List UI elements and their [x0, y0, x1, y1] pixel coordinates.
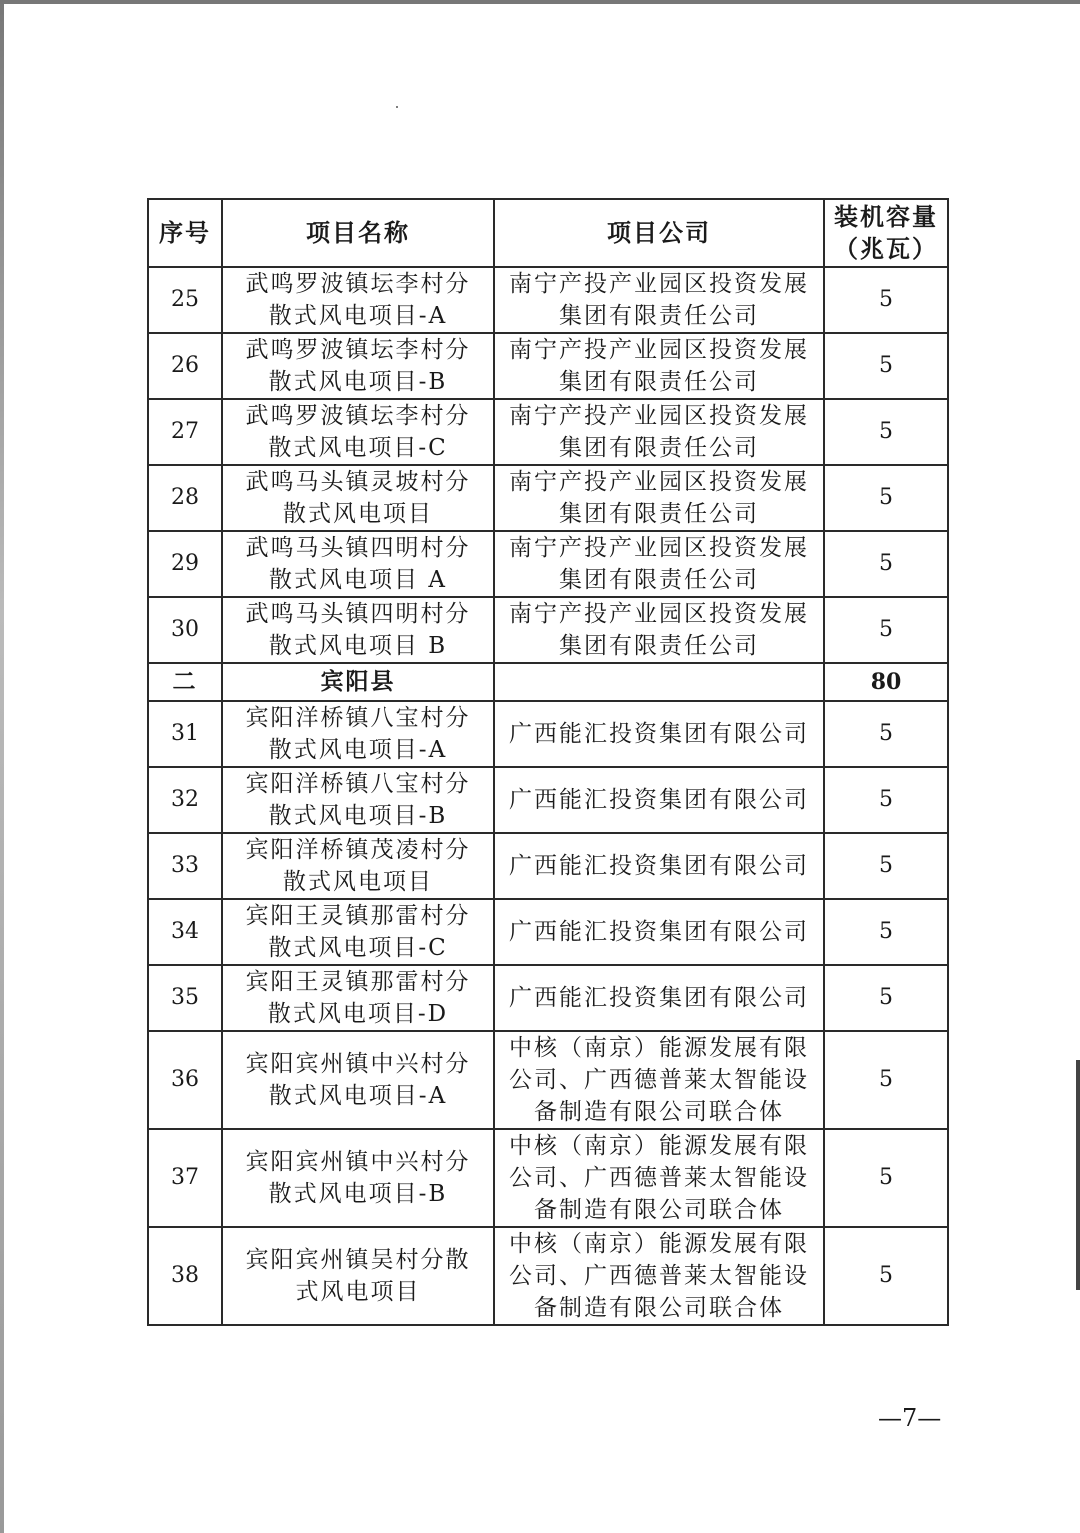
- row-project-name-line1: 武鸣罗波镇坛李村分: [245, 337, 471, 363]
- row-project-name: [222, 833, 494, 899]
- scan-edge-left: [0, 0, 4, 1533]
- header-capacity-line2: （兆瓦）: [834, 234, 938, 263]
- row-company-line1: 南宁产投产业园区投资发展: [509, 271, 809, 297]
- row-capacity-line1: 5: [879, 287, 893, 312]
- row-company-line3: 备制造有限公司联合体: [534, 1295, 784, 1321]
- row-project-name: [222, 531, 494, 597]
- row-project-name: [222, 965, 494, 1031]
- table-row: [148, 267, 948, 333]
- row-company: [494, 767, 824, 833]
- row-index: [148, 399, 222, 465]
- row-company: [494, 1129, 824, 1227]
- row-company-line1: 南宁产投产业园区投资发展: [509, 601, 809, 627]
- row-company-line1: 广西能汇投资集团有限公司: [509, 919, 809, 945]
- section-company: [494, 663, 824, 701]
- row-capacity: [824, 399, 948, 465]
- row-project-name-line1: 武鸣马头镇四明村分: [245, 601, 471, 627]
- table-row: [148, 399, 948, 465]
- row-company-line1: 中核（南京）能源发展有限: [509, 1035, 809, 1061]
- row-project-name-line2: 散式风电项目-D: [267, 1001, 449, 1027]
- table-row: [148, 531, 948, 597]
- row-index: [148, 701, 222, 767]
- row-company-line1: 广西能汇投资集团有限公司: [509, 721, 809, 747]
- table-row: [148, 833, 948, 899]
- row-index: [148, 267, 222, 333]
- row-company-line1: 南宁产投产业园区投资发展: [509, 403, 809, 429]
- row-capacity-line1: 5: [879, 419, 893, 444]
- row-index-line1: 30: [171, 617, 199, 642]
- row-index-line1: 26: [171, 353, 199, 378]
- table-row: [148, 1031, 948, 1129]
- row-index-line1: 31: [171, 721, 199, 746]
- table-row: [148, 597, 948, 663]
- row-project-name-line1: 宾阳王灵镇那雷村分: [245, 969, 471, 995]
- row-capacity-line1: 5: [879, 617, 893, 642]
- row-index-line1: 28: [171, 485, 199, 510]
- project-table: [147, 198, 949, 1326]
- table-row: [148, 333, 948, 399]
- row-capacity: [824, 1129, 948, 1227]
- row-company-line2: 集团有限责任公司: [559, 303, 759, 329]
- row-project-name-line1: 宾阳宾州镇中兴村分: [245, 1149, 471, 1175]
- row-company-line2: 集团有限责任公司: [559, 435, 759, 461]
- table-row: [148, 767, 948, 833]
- row-project-name-line2: 式风电项目: [295, 1279, 421, 1305]
- row-company-line1: 南宁产投产业园区投资发展: [509, 469, 809, 495]
- row-company: [494, 1031, 824, 1129]
- section-index: [148, 663, 222, 701]
- row-capacity: [824, 531, 948, 597]
- table-row: [148, 465, 948, 531]
- section-capacity: [824, 663, 948, 701]
- row-project-name: [222, 465, 494, 531]
- row-project-name-line2: 散式风电项目-A: [268, 303, 448, 329]
- row-company: [494, 465, 824, 531]
- row-company: [494, 531, 824, 597]
- row-index: [148, 1031, 222, 1129]
- row-index: [148, 333, 222, 399]
- row-company: [494, 965, 824, 1031]
- row-index-line1: 33: [171, 853, 199, 878]
- row-capacity-line1: 5: [879, 485, 893, 510]
- row-capacity-line1: 5: [879, 1165, 893, 1190]
- row-index-line1: 27: [171, 419, 199, 444]
- row-index: [148, 1129, 222, 1227]
- header-capacity-line1: 装机容量: [834, 202, 938, 231]
- row-project-name-line1: 武鸣马头镇四明村分: [245, 535, 471, 561]
- row-project-name: [222, 701, 494, 767]
- table-row: [148, 965, 948, 1031]
- row-project-name-line1: 武鸣马头镇灵坡村分: [245, 469, 471, 495]
- row-index-line1: 25: [171, 287, 199, 312]
- row-project-name: [222, 767, 494, 833]
- row-index-line1: 32: [171, 787, 199, 812]
- row-index-line1: 29: [171, 551, 199, 576]
- table-row: [148, 899, 948, 965]
- row-project-name-line1: 宾阳洋桥镇茂凌村分: [245, 837, 471, 863]
- row-index: [148, 1227, 222, 1325]
- row-capacity-line1: 5: [879, 1067, 893, 1092]
- row-project-name-line1: 宾阳洋桥镇八宝村分: [245, 771, 471, 797]
- scan-edge-right: [1076, 1060, 1080, 1290]
- row-company: [494, 267, 824, 333]
- row-company-line1: 广西能汇投资集团有限公司: [509, 853, 809, 879]
- row-company-line3: 备制造有限公司联合体: [534, 1099, 784, 1125]
- row-project-name: [222, 597, 494, 663]
- row-project-name-line2: 散式风电项目: [283, 869, 433, 895]
- row-capacity-line1: 5: [879, 985, 893, 1010]
- row-company-line1: 中核（南京）能源发展有限: [509, 1231, 809, 1257]
- page-number: —7—: [878, 1404, 942, 1432]
- row-capacity: [824, 1031, 948, 1129]
- row-company-line2: 公司、广西德普莱太智能设: [509, 1263, 809, 1289]
- row-project-name: [222, 1031, 494, 1129]
- row-company-line1: 广西能汇投资集团有限公司: [509, 985, 809, 1011]
- row-project-name: [222, 267, 494, 333]
- row-capacity: [824, 899, 948, 965]
- row-index: [148, 965, 222, 1031]
- row-company-line2: 集团有限责任公司: [559, 369, 759, 395]
- row-project-name-line1: 宾阳宾州镇中兴村分: [245, 1051, 471, 1077]
- row-company: [494, 701, 824, 767]
- row-index: [148, 465, 222, 531]
- row-project-name-line2: 散式风电项目-B: [268, 1181, 448, 1207]
- row-project-name: [222, 899, 494, 965]
- row-index: [148, 767, 222, 833]
- scan-edge-top: [0, 0, 1080, 4]
- row-project-name-line1: 武鸣罗波镇坛李村分: [245, 271, 471, 297]
- table-row: [148, 1227, 948, 1325]
- section-index-line1: 二: [172, 668, 198, 695]
- row-capacity-line1: 5: [879, 853, 893, 878]
- header-name: 项目名称: [222, 199, 494, 267]
- row-project-name-line2: 散式风电项目: [283, 501, 433, 527]
- row-capacity-line1: 5: [879, 1263, 893, 1288]
- row-company: [494, 1227, 824, 1325]
- row-index-line1: 36: [171, 1067, 199, 1092]
- row-index: [148, 597, 222, 663]
- row-company-line1: 中核（南京）能源发展有限: [509, 1133, 809, 1159]
- header-capacity: [824, 199, 948, 267]
- row-index-line1: 37: [171, 1165, 199, 1190]
- row-capacity: [824, 333, 948, 399]
- section-name: [222, 663, 494, 701]
- row-company: [494, 833, 824, 899]
- table-row: [148, 701, 948, 767]
- row-index-line1: 35: [171, 985, 199, 1010]
- row-project-name-line1: 武鸣罗波镇坛李村分: [245, 403, 471, 429]
- row-project-name-line2: 散式风电项目-C: [268, 435, 448, 461]
- row-capacity: [824, 267, 948, 333]
- section-capacity-line1: 80: [870, 669, 902, 695]
- header-company: 项目公司: [494, 199, 824, 267]
- row-project-name-line2: 散式风电项目-B: [268, 369, 448, 395]
- row-index: [148, 899, 222, 965]
- row-index-line1: 38: [171, 1263, 199, 1288]
- row-company: [494, 899, 824, 965]
- row-company-line1: 南宁产投产业园区投资发展: [509, 337, 809, 363]
- row-project-name-line2: 散式风电项目-A: [268, 737, 448, 763]
- row-capacity: [824, 767, 948, 833]
- table-row: [148, 663, 948, 701]
- table-row: [148, 1129, 948, 1227]
- row-capacity: [824, 1227, 948, 1325]
- row-project-name-line1: 宾阳洋桥镇八宝村分: [245, 705, 471, 731]
- row-company: [494, 399, 824, 465]
- row-capacity: [824, 465, 948, 531]
- row-project-name: [222, 1227, 494, 1325]
- header-index: 序号: [148, 199, 222, 267]
- row-company-line2: 公司、广西德普莱太智能设: [509, 1165, 809, 1191]
- row-capacity-line1: 5: [879, 787, 893, 812]
- row-index: [148, 531, 222, 597]
- row-capacity-line1: 5: [879, 721, 893, 746]
- row-company: [494, 597, 824, 663]
- row-capacity: [824, 597, 948, 663]
- row-company-line2: 集团有限责任公司: [559, 567, 759, 593]
- row-project-name-line2: 散式风电项目 B: [268, 633, 448, 659]
- row-capacity-line1: 5: [879, 353, 893, 378]
- row-project-name-line2: 散式风电项目-C: [268, 935, 448, 961]
- row-capacity: [824, 833, 948, 899]
- row-project-name-line2: 散式风电项目-B: [268, 803, 448, 829]
- table-body: [148, 267, 948, 1325]
- row-company-line1: 广西能汇投资集团有限公司: [509, 787, 809, 813]
- row-project-name: [222, 399, 494, 465]
- row-company-line2: 公司、广西德普莱太智能设: [509, 1067, 809, 1093]
- row-company-line2: 集团有限责任公司: [559, 501, 759, 527]
- row-capacity: [824, 965, 948, 1031]
- row-project-name: [222, 333, 494, 399]
- row-project-name: [222, 1129, 494, 1227]
- row-capacity-line1: 5: [879, 551, 893, 576]
- row-project-name-line1: 宾阳宾州镇吴村分散: [245, 1247, 471, 1273]
- row-index-line1: 34: [171, 919, 199, 944]
- row-capacity: [824, 701, 948, 767]
- row-company-line1: 南宁产投产业园区投资发展: [509, 535, 809, 561]
- row-project-name-line1: 宾阳王灵镇那雷村分: [245, 903, 471, 929]
- row-project-name-line2: 散式风电项目 A: [269, 567, 447, 593]
- header-row: [148, 199, 948, 267]
- row-index: [148, 833, 222, 899]
- row-capacity-line1: 5: [879, 919, 893, 944]
- scan-speck: [396, 106, 398, 108]
- row-company: [494, 333, 824, 399]
- row-company-line3: 备制造有限公司联合体: [534, 1197, 784, 1223]
- row-company-line2: 集团有限责任公司: [559, 633, 759, 659]
- section-name-line1: 宾阳县: [320, 668, 396, 695]
- row-project-name-line2: 散式风电项目-A: [268, 1083, 448, 1109]
